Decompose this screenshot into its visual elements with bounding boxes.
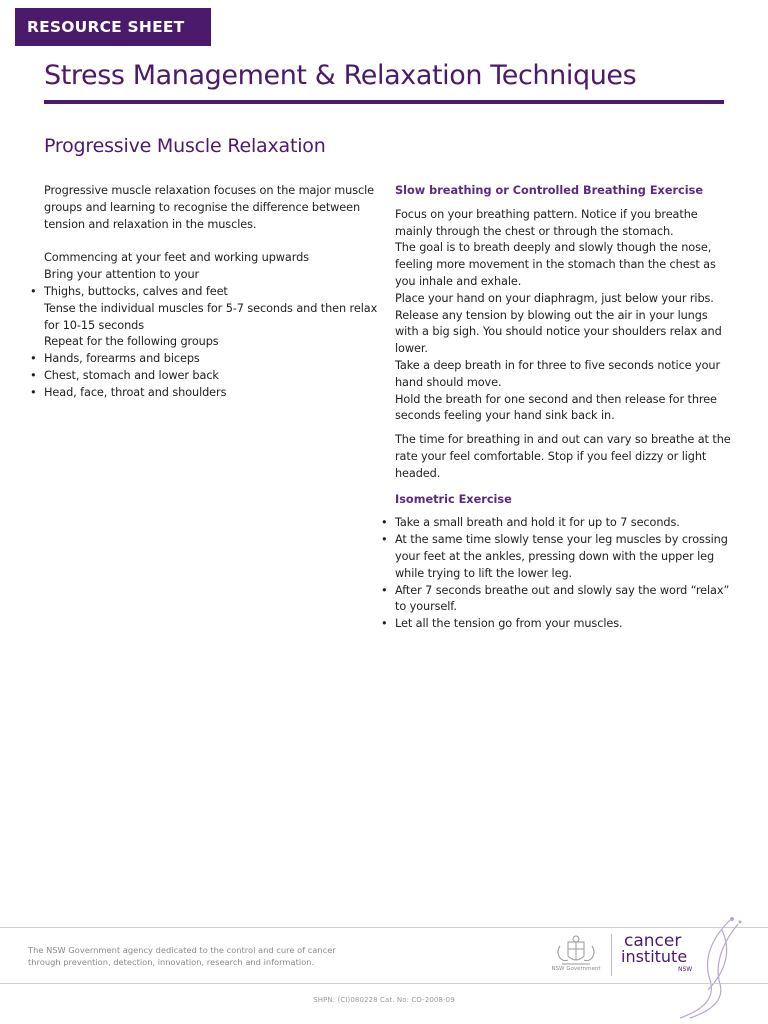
bullet-icon: •	[30, 385, 37, 399]
section-title: Progressive Muscle Relaxation	[44, 135, 326, 157]
breathing-para-1: Focus on your breathing pattern. Notice if you breathe mainly through the chest or through the stomach.	[395, 207, 698, 238]
bullet-icon: •	[381, 617, 388, 631]
bullet-icon: •	[381, 516, 388, 530]
bullet-icon: •	[30, 352, 37, 366]
muscle-group-list-1	[30, 284, 380, 301]
logo-nsw-text: NSW	[678, 966, 693, 973]
logo-divider	[611, 934, 612, 976]
resource-sheet-badge: RESOURCE SHEET	[15, 8, 211, 46]
commence-text: Commencing at your feet and working upwards	[44, 251, 309, 265]
breathing-para-2: The goal is to breath deeply and slowly though the nose, feeling more movement in the stomach than the chest as you inhale and exhale.	[395, 241, 716, 288]
list-item: • Chest, stomach and lower back	[44, 368, 380, 385]
list-item: • Thighs, buttocks, calves and feet	[44, 284, 380, 301]
bullet-icon: •	[30, 368, 37, 382]
catalogue-code: SHPN: (CI)080228 Cat. No: CO-2008-09	[313, 996, 455, 1004]
list-item: • After 7 seconds breathe out and slowly say the word “relax” to yourself.	[381, 583, 730, 614]
page-title: Stress Management & Relaxation Techniques	[44, 60, 637, 91]
logo-cancer-text: cancer	[624, 931, 682, 951]
list-item: • Take a small breath and hold it for up to 7 seconds.	[395, 515, 731, 532]
breathing-para-6: Hold the breath for one second and then release for three seconds feeling your hand sink back in.	[395, 392, 717, 423]
list-item: • Head, face, throat and shoulders	[44, 385, 380, 402]
repeat-text: Repeat for the following groups	[44, 335, 219, 349]
intro-paragraph: Progressive muscle relaxation focuses on the major muscle groups and learning to recognise the difference between tension and relaxation in the muscles.	[44, 184, 374, 231]
isometric-list	[381, 515, 731, 633]
title-divider	[44, 100, 724, 104]
breathing-para-7: The time for breathing in and out can vary so breathe at the rate your feel comfortable. Stop if you feel dizzy or light headed.	[395, 433, 731, 480]
tense-text: Tense the individual muscles for 5-7 seconds and then relax for 10-15 seconds	[44, 301, 378, 332]
right-column	[381, 183, 731, 633]
left-column	[30, 183, 380, 402]
crest-label: NSW Government	[551, 966, 601, 972]
muscle-group-list-2	[30, 351, 380, 401]
list-item: • Let all the tension go from your muscles.	[395, 616, 731, 633]
footer-tagline: The NSW Government agency dedicated to the control and cure of cancer through prevention, detection, innovation, research and information.	[28, 945, 336, 967]
list-item: • Hands, forearms and biceps	[44, 351, 380, 368]
bring-text: Bring your attention to your	[44, 268, 200, 282]
bullet-icon: •	[381, 533, 388, 547]
breathing-heading: Slow breathing or Controlled Breathing Exercise	[395, 184, 704, 197]
breathing-para-5: Take a deep breath in for three to five seconds notice your hand should move.	[395, 358, 721, 389]
breathing-para-4: Release any tension by blowing out the air in your lungs with a big sigh. You should notice your shoulders relax and lower.	[395, 308, 722, 356]
logo-institute-text: institute	[621, 947, 688, 966]
breathing-para-3: Place your hand on your diaphragm, just below your ribs.	[395, 291, 714, 305]
footer-divider-2	[0, 983, 768, 984]
footer-divider	[0, 927, 768, 928]
list-item: • At the same time slowly tense your leg muscles by crossing your feet at the ankles, pressing down with the upper leg while trying to lift the lower leg.	[381, 533, 728, 580]
bullet-icon: •	[30, 284, 37, 298]
bullet-icon: •	[381, 583, 388, 597]
isometric-heading: Isometric Exercise	[395, 492, 512, 506]
